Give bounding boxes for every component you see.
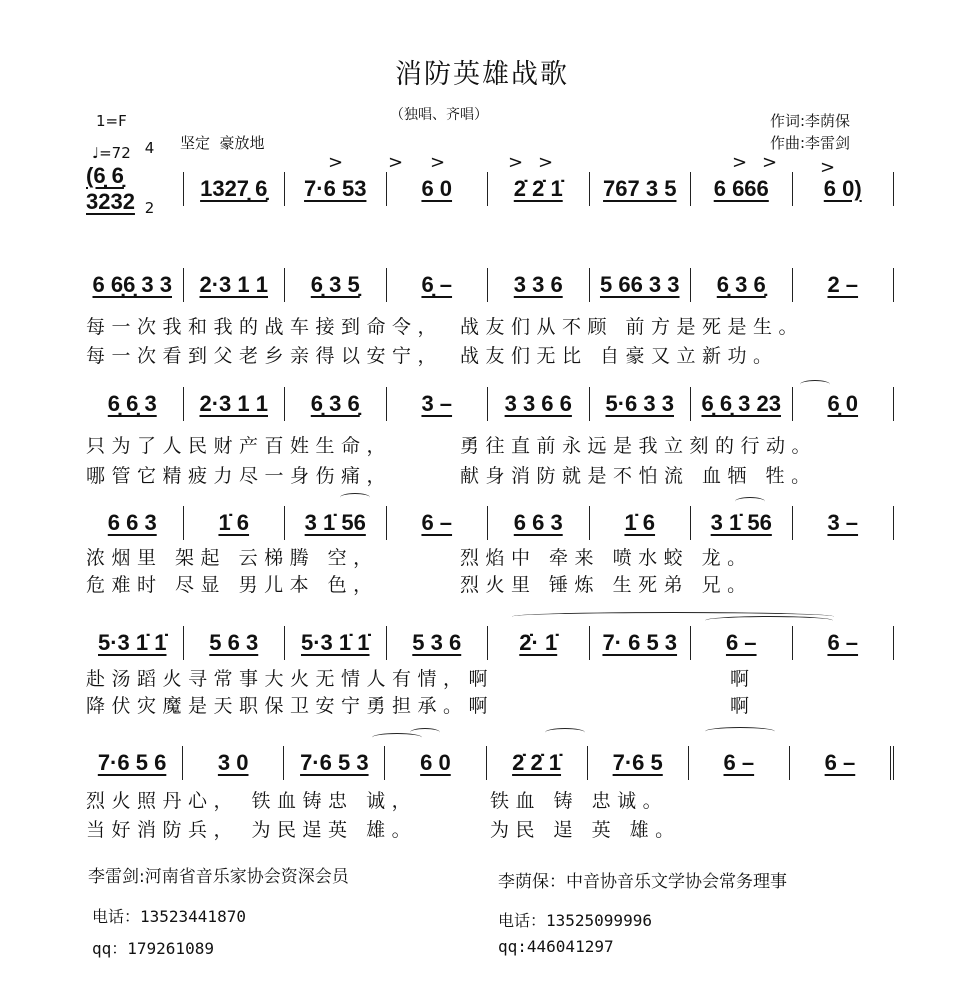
measure bbox=[691, 626, 793, 660]
measure-notes: 5·6 3 3 bbox=[605, 391, 674, 416]
lyric-line: 啊 bbox=[730, 695, 756, 717]
lyric-line: 啊 bbox=[730, 668, 756, 690]
measure-notes: 5 66 3 3 bbox=[599, 272, 680, 297]
measure bbox=[691, 387, 793, 421]
lyric-line: 烈火里 锤炼 生死弟 兄。 bbox=[460, 574, 753, 596]
lyric-line: 战友们无比 自豪又立新功。 bbox=[460, 345, 779, 367]
measure bbox=[82, 626, 184, 660]
measure-notes: 7·6 5 6 bbox=[97, 750, 167, 775]
measure-notes: 6̣ 3 6̣ bbox=[716, 272, 766, 297]
composer-credit: 作曲:李雷剑 bbox=[770, 134, 851, 152]
measure bbox=[691, 268, 793, 302]
measure-notes: 6 6 3 bbox=[513, 510, 563, 535]
measure-notes: 3 0 bbox=[217, 750, 249, 775]
accent-icon: > bbox=[328, 152, 344, 173]
measure-notes: 7·6 5 3 bbox=[300, 750, 369, 775]
measure bbox=[793, 626, 895, 660]
measure bbox=[183, 746, 284, 780]
measure-notes: 6̣ 3 6̣ bbox=[310, 391, 360, 416]
measure-notes: 6 – bbox=[725, 630, 757, 655]
measure bbox=[285, 506, 387, 540]
accent-icon: > bbox=[388, 152, 404, 173]
key-signature: 1=F bbox=[96, 112, 127, 130]
measure-notes: 2̇ 2̇ 1̇ bbox=[513, 176, 563, 201]
lyricist-info: 李荫保：中音协音乐文学协会常务理事 bbox=[498, 872, 787, 892]
measure-notes: 5 3 6 bbox=[412, 630, 462, 655]
lyric-line: 每一次看到父老乡亲得以安宁， bbox=[86, 345, 444, 367]
accent-icon: > bbox=[430, 152, 446, 173]
measure bbox=[184, 626, 286, 660]
lyric-line: 勇往直前永远是我立刻的行动。 bbox=[460, 435, 818, 457]
notes-system bbox=[82, 387, 894, 421]
measure bbox=[82, 387, 184, 421]
accent-icon: > bbox=[732, 152, 748, 173]
lyric-line: 铁血 铸 忠诚。 bbox=[490, 790, 669, 812]
measure-notes: 6̣ 6̣ 3 23 bbox=[701, 391, 781, 416]
measure-notes: 6 0 bbox=[420, 750, 451, 775]
lyric-line: 降伏灾魔是天职保卫安宁勇担承。啊 bbox=[86, 695, 495, 717]
slur-mark bbox=[735, 497, 765, 506]
performance-type: （独唱、齐唱） bbox=[390, 107, 488, 123]
lyricist-credit: 作词:李荫保 bbox=[770, 112, 851, 130]
measure bbox=[184, 172, 286, 206]
measure-notes: 6̣ 6̣ 3 bbox=[107, 391, 157, 416]
measure bbox=[184, 268, 286, 302]
measure bbox=[82, 268, 184, 302]
measure bbox=[387, 506, 489, 540]
measure bbox=[285, 626, 387, 660]
measure bbox=[691, 506, 793, 540]
lyric-line: 哪管它精疲力尽一身伤痛， bbox=[86, 465, 393, 487]
measure bbox=[689, 746, 790, 780]
tempo-marking bbox=[92, 144, 131, 162]
lyric-line: 献身消防就是不怕流 血牺 牲。 bbox=[460, 465, 817, 487]
measure-notes: 3 1̇ 56 bbox=[710, 510, 772, 535]
measure-notes: 6 666 bbox=[713, 176, 769, 201]
measure bbox=[590, 387, 692, 421]
measure bbox=[590, 268, 692, 302]
time-sig-bottom: 2 bbox=[144, 199, 155, 217]
measure-notes: 6 0) bbox=[823, 176, 862, 201]
measure bbox=[487, 746, 588, 780]
quarter-note-icon: ♩ bbox=[92, 144, 100, 162]
slur-mark bbox=[705, 727, 775, 736]
measure-notes: 3 – bbox=[421, 391, 453, 416]
measure-notes: 2·3 1 1 bbox=[199, 272, 268, 297]
measure bbox=[82, 506, 184, 540]
measure-notes: (6̣ 6̣ 3232 bbox=[86, 163, 135, 214]
accent-icon: > bbox=[820, 157, 836, 178]
measure bbox=[488, 268, 590, 302]
composer-info: 李雷剑:河南省音乐家协会资深会员 bbox=[88, 867, 349, 887]
measure-notes: 5·3 1̇ 1̇ bbox=[98, 630, 167, 655]
measure bbox=[588, 746, 689, 780]
lyricist-phone: 电话：13525099996 bbox=[498, 911, 652, 930]
measure bbox=[488, 506, 590, 540]
slur-mark bbox=[340, 493, 370, 502]
lyric-line: 只为了人民财产百姓生命， bbox=[86, 435, 393, 457]
lyric-line: 每一次我和我的战车接到命令， bbox=[86, 316, 444, 338]
measure-notes: 5·3 1̇ 1̇ bbox=[301, 630, 370, 655]
measure bbox=[793, 172, 895, 206]
time-sig-top: 4 bbox=[144, 139, 155, 157]
measure-notes: 6̣ – bbox=[421, 272, 453, 297]
measure-notes: 1̇ 6 bbox=[218, 510, 250, 535]
measure bbox=[385, 746, 486, 780]
lyric-line: 浓烟里 架起 云梯腾 空， bbox=[86, 547, 379, 569]
measure bbox=[793, 268, 895, 302]
measure-notes: 7·6 5 bbox=[612, 750, 663, 775]
measure-notes: 3 1̇ 56 bbox=[304, 510, 366, 535]
measure-notes: 6 6̣6̣ 3 3 bbox=[92, 272, 172, 297]
notes-system bbox=[82, 506, 894, 540]
measure bbox=[82, 163, 184, 214]
measure-notes: 6 6 3 bbox=[107, 510, 157, 535]
lyricist-qq: qq:446041297 bbox=[498, 937, 614, 956]
slur-mark bbox=[545, 728, 585, 737]
measure-notes: 6̣ 0 bbox=[827, 391, 859, 416]
measure bbox=[387, 268, 489, 302]
measure bbox=[488, 387, 590, 421]
measure bbox=[184, 506, 286, 540]
measure-notes: 6 0 bbox=[421, 176, 453, 201]
measure bbox=[488, 626, 590, 660]
measure bbox=[691, 172, 793, 206]
measure bbox=[387, 387, 489, 421]
measure bbox=[285, 172, 387, 206]
measure bbox=[790, 746, 894, 780]
intro-notes bbox=[82, 163, 894, 214]
lyric-line: 当好消防兵， 为民逞英 雄。 bbox=[86, 819, 418, 841]
measure bbox=[387, 626, 489, 660]
measure bbox=[284, 746, 385, 780]
lyric-line: 危难时 尽显 男儿本 色， bbox=[86, 574, 379, 596]
measure bbox=[590, 172, 692, 206]
measure bbox=[82, 746, 183, 780]
notes-system bbox=[82, 268, 894, 302]
measure-notes: 6 – bbox=[824, 750, 856, 775]
accent-icon: > bbox=[762, 152, 778, 173]
accent-icon: > bbox=[508, 152, 524, 173]
lyric-line: 烈火照丹心， 铁血铸忠 诚， bbox=[86, 790, 418, 812]
measure-notes: 2 – bbox=[827, 272, 859, 297]
song-title: 消防英雄战歌 bbox=[395, 59, 569, 90]
measure-notes: 767 3 5 bbox=[603, 176, 677, 201]
composer-phone: 电话：13523441870 bbox=[92, 907, 246, 926]
notes-system bbox=[82, 746, 894, 780]
lyric-line: 战友们从不顾 前方是死是生。 bbox=[460, 316, 805, 338]
measure-notes: 3 3 6 6 bbox=[504, 391, 572, 416]
notes-system bbox=[82, 626, 894, 660]
measure bbox=[590, 626, 692, 660]
expression-marking: 坚定 豪放地 bbox=[180, 134, 265, 152]
accent-icon: > bbox=[538, 152, 554, 173]
measure-notes: 7·6 53 bbox=[304, 176, 367, 201]
measure bbox=[793, 387, 895, 421]
measure-notes: 6̣ 3 5̣ bbox=[310, 272, 360, 297]
measure-notes: 3 – bbox=[827, 510, 859, 535]
slur-mark bbox=[800, 380, 830, 389]
measure-notes: 6 – bbox=[827, 630, 859, 655]
measure-notes: 7· 6 5 3 bbox=[602, 630, 678, 655]
measure-notes: 6 – bbox=[723, 750, 755, 775]
measure bbox=[184, 387, 286, 421]
measure bbox=[793, 506, 895, 540]
lyric-line: 赴汤蹈火寻常事大火无情人有情，啊 bbox=[86, 668, 495, 690]
measure bbox=[387, 172, 489, 206]
tempo-value: =72 bbox=[99, 144, 131, 162]
measure-notes: 1327̣ 6̣ bbox=[200, 176, 268, 201]
measure bbox=[285, 387, 387, 421]
measure bbox=[590, 506, 692, 540]
measure-notes: 3 3 6 bbox=[513, 272, 563, 297]
measure-notes: 2̇ 2̇ 1̇ bbox=[512, 750, 562, 775]
measure-notes: 2̇· 1̇ bbox=[519, 630, 558, 655]
measure-notes: 2·3 1 1 bbox=[199, 391, 268, 416]
lyric-line: 烈焰中 牵来 喷水蛟 龙。 bbox=[460, 547, 753, 569]
lyric-line: 为民 逞 英 雄。 bbox=[490, 819, 681, 841]
measure-notes: 1̇ 6 bbox=[624, 510, 656, 535]
measure-notes: 5 6 3 bbox=[209, 630, 259, 655]
measure bbox=[285, 268, 387, 302]
slur-mark bbox=[410, 728, 440, 737]
composer-qq: qq：179261089 bbox=[92, 939, 214, 958]
measure bbox=[488, 172, 590, 206]
slur-mark bbox=[705, 616, 833, 625]
measure-notes: 6 – bbox=[421, 510, 453, 535]
